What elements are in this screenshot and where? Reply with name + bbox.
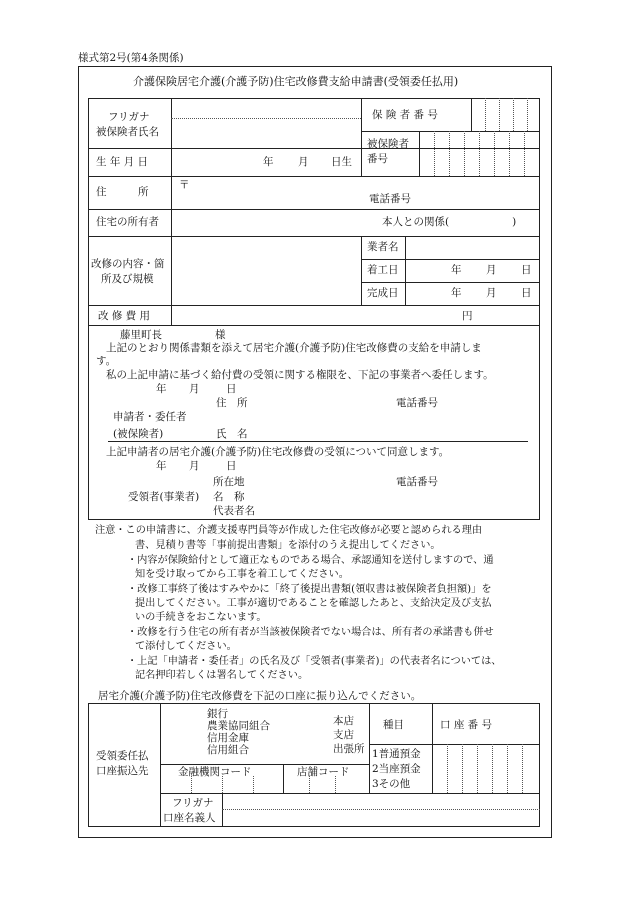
branch-office: 出張所 [333, 743, 365, 755]
complete-date-label: 完成日 [367, 287, 399, 299]
cost-label: 改 修 費 用 [98, 310, 151, 322]
birthdate-label: 生 年 月 日 [96, 156, 149, 168]
type-current: 2当座預金 [372, 763, 421, 775]
consent-year: 年 [156, 460, 167, 472]
consent-month: 月 [189, 460, 200, 472]
addressee-sama: 様 [215, 329, 226, 341]
birthdate-month: 月 [298, 156, 309, 168]
addressee: 藤里町長 [120, 329, 162, 341]
note-5a: ・上記「申請者・委任者」の氏名及び「受領者(事業者)」の代表者名については、 [127, 656, 502, 667]
complete-day: 日 [521, 287, 532, 299]
declaration-line1: 上記のとおり関係書類を添えて居宅介護(介護予防)住宅改修費の支給を申請しま [106, 342, 482, 354]
start-year: 年 [451, 264, 462, 276]
start-month: 月 [486, 264, 497, 276]
declaration-line2: 私の上記申請に基づく給付費の受領に関する権限を、下記の事業者へ委任します。 [106, 369, 494, 381]
consent-day: 日 [226, 460, 237, 472]
receiver-phone: 電話番号 [396, 476, 438, 488]
decl-month: 月 [189, 383, 200, 395]
yen-label: 円 [462, 310, 473, 322]
form-title: 介護保険居宅介護(介護予防)住宅改修費支給申請書(受領委任払用) [133, 75, 459, 88]
contractor-label: 業者名 [367, 241, 399, 253]
decl-address: 住 所 [216, 397, 248, 409]
note-3b: 提出してください。工事が適切であることを確認したあと、支給決定及び支払 [135, 598, 492, 609]
inst-bank: 銀行 [207, 708, 228, 720]
note-2b: 知を受け取ってから工事を着工してください。 [135, 569, 349, 580]
note-3c: いの手続きをおこないます。 [135, 612, 267, 623]
start-day: 日 [521, 264, 532, 276]
note-5b: 記名押印若しくは署名してください。 [135, 670, 309, 681]
start-date-label: 着工日 [367, 264, 399, 276]
receiver-role: 受領者(事業者) [128, 491, 200, 503]
branch-sub: 支店 [333, 729, 354, 741]
form-number: 様式第2号(第4条関係) [78, 52, 184, 64]
decl-day: 日 [226, 383, 237, 395]
type-label: 種目 [383, 719, 404, 731]
insurer-number-label: 保 険 者 番 号 [372, 109, 438, 121]
address-label: 住 所 [96, 186, 149, 198]
note-1a: 注意・この申請書に、介護支援専門員等が作成した住宅改修が必要と認められる理由 [95, 525, 483, 536]
note-1b: 書、見積り書等「事前提出書類」を添付のうえ提出してください。 [135, 540, 441, 551]
bank-left-label-2: 口座振込先 [96, 765, 149, 777]
branch-code-label: 店舗コード [297, 766, 350, 778]
receiver-location: 所在地 [213, 476, 245, 488]
type-ordinary: 1普通預金 [372, 748, 421, 760]
postal-mark: 〒 [179, 179, 190, 191]
note-4a: ・改修を行う住宅の所有者が当該被保険者でない場合は、所有者の承諾書も併せ [127, 627, 494, 638]
note-3a: ・改修工事終了後はすみやかに「終了後提出書類(領収書は被保険者負担額)」を [127, 584, 492, 595]
inst-shinkin: 信用金庫 [207, 732, 249, 744]
account-number-label: 口 座 番 号 [440, 719, 493, 731]
holder-label: 口座名義人 [163, 812, 216, 824]
holder-furigana-label: フリガナ [172, 797, 214, 809]
contents-label-1: 改修の内容・箇 [91, 258, 165, 270]
decl-year: 年 [156, 383, 167, 395]
insured-number-label-2: 番号 [367, 153, 388, 165]
consent-line: 上記申請者の居宅介護(介護予防)住宅改修費の受領について同意します。 [106, 446, 450, 458]
inst-code-label: 金融機関コード [178, 766, 252, 778]
bank-left-label-1: 受領委任払 [96, 750, 149, 762]
type-other: 3その他 [372, 778, 411, 790]
birthdate-year: 年 [263, 156, 274, 168]
insured-name-label: 被保険者氏名 [96, 126, 159, 138]
decl-phone: 電話番号 [396, 397, 438, 409]
contents-label-2: 所及び規模 [101, 273, 154, 285]
owner-label: 住宅の所有者 [96, 216, 159, 228]
bank-intro: 居宅介護(介護予防)住宅改修費を下記の口座に振り込んでください。 [98, 690, 422, 702]
inst-agri: 農業協同組合 [207, 720, 270, 732]
receiver-representative: 代表者名 [213, 505, 255, 517]
decl-name: 氏 名 [216, 428, 248, 440]
note-2a: ・内容が保険給付として適正なものである場合、承認通知を送付しますので、通 [127, 555, 494, 566]
complete-year: 年 [451, 287, 462, 299]
note-4b: て添付してください。 [135, 641, 237, 652]
furigana-label: フリガナ [108, 111, 150, 123]
phone-label: 電話番号 [369, 193, 411, 205]
insured-paren: (被保険者) [113, 428, 164, 440]
insured-number-label-1: 被保険者 [367, 138, 409, 150]
relation-label: 本人との関係( ) [382, 216, 517, 228]
declaration-line1b: す。 [96, 355, 117, 367]
birthdate-day: 日生 [331, 156, 352, 168]
receiver-name: 名 称 [213, 491, 245, 503]
applicant-role: 申請者・委任者 [113, 411, 187, 423]
branch-main: 本店 [333, 715, 354, 727]
inst-shinkumi: 信用組合 [207, 744, 249, 756]
complete-month: 月 [486, 287, 497, 299]
